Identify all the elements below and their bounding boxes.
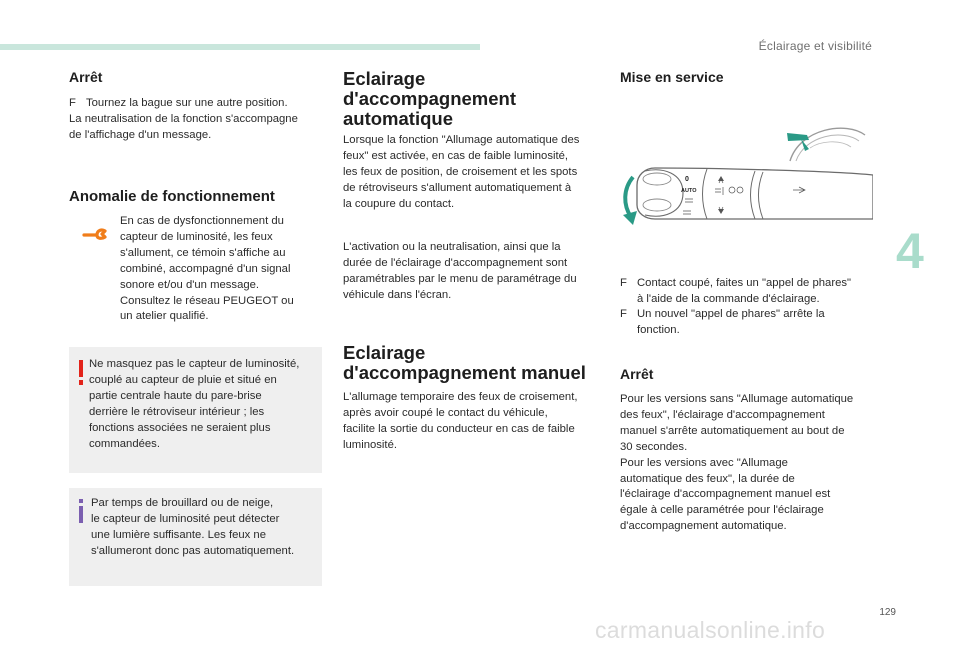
text-line: feux" est activée, en cas de faible luminosité, <box>343 149 569 162</box>
text-line: Un nouvel "appel de phares" arrête la <box>637 308 825 320</box>
anomalie-paragraph <box>120 214 294 325</box>
bullet-marker: F <box>69 97 76 109</box>
bullet-marker: F <box>620 308 627 320</box>
text-line: s'allument, ce témoin s'affiche au <box>120 246 286 259</box>
text-line: Pour les versions avec "Allumage <box>620 456 788 469</box>
text-line: fonction. <box>637 323 680 336</box>
heading-line: Eclairage <box>343 342 426 363</box>
text-line: les feux de position, de croisement et les spots <box>343 165 578 178</box>
top-accent-bar <box>0 44 480 50</box>
heading-line: d'accompagnement manuel <box>343 362 586 383</box>
text-line: sonore et/ou d'un message. <box>120 278 260 291</box>
auto-heading <box>343 69 516 129</box>
text-line: L'allumage temporaire des feux de croisement, <box>343 391 578 403</box>
text-line: la coupure du contact. <box>343 197 455 210</box>
anomalie-heading: Anomalie de fonctionnement <box>69 188 275 205</box>
lighting-stalk-illustration <box>615 113 873 233</box>
text-line: de rétroviseurs s'allument automatiquement à <box>343 181 572 194</box>
text-line: durée de l'éclairage d'accompagnement sont <box>343 256 568 269</box>
text-line: partie centrale haute du pare-brise <box>89 389 262 402</box>
text-line: combiné, accompagné d'un signal <box>120 262 291 275</box>
arret-bullet-text: Tournez la bague sur une autre position. <box>86 97 288 109</box>
text-line: Contact coupé, faites un "appel de phares" <box>637 277 852 289</box>
text-line: des feux", l'éclairage d'accompagnement <box>620 408 825 421</box>
text-line: luminosité. <box>343 438 397 451</box>
heading-line: automatique <box>343 108 453 129</box>
text-line: derrière le rétroviseur intérieur ; les <box>89 405 265 418</box>
text-line: Pour les versions sans "Allumage automatique <box>620 393 854 405</box>
text-line: La neutralisation de la fonction s'accompagne <box>69 113 298 125</box>
bullet-marker: F <box>620 277 627 289</box>
text-line: un atelier qualifié. <box>120 310 209 323</box>
text-line: le capteur de luminosité peut détecter <box>91 512 280 525</box>
manuel-paragraph <box>343 390 578 454</box>
wrench-icon <box>82 226 108 242</box>
text-line: 30 secondes. <box>620 440 688 453</box>
text-line: L'activation ou la neutralisation, ainsi que la <box>343 241 561 253</box>
arret-paragraph <box>69 112 298 144</box>
text-line: Ne masquez pas le capteur de luminosité, <box>89 358 300 370</box>
text-line: couplé au capteur de pluie et situé en <box>89 373 277 386</box>
text-line: Consultez le réseau PEUGEOT ou <box>120 294 294 307</box>
heading-line: Eclairage <box>343 68 426 89</box>
warning-note-text <box>89 357 299 452</box>
text-line: automatique des feux", la durée de <box>620 472 795 485</box>
mise-bullet-1 <box>620 276 880 308</box>
mise-bullet-2 <box>620 307 880 339</box>
text-line: à l'aide de la commande d'éclairage. <box>637 292 820 305</box>
section-title: Éclairage et visibilité <box>758 39 872 53</box>
text-line: manuel s'arrête automatiquement au bout de <box>620 424 845 437</box>
text-line: paramétrables par le menu de paramétrage du <box>343 272 577 285</box>
arret-paragraph-2 <box>620 392 853 535</box>
manuel-heading <box>343 343 586 383</box>
text-line: En cas de dysfonctionnement du <box>120 215 284 227</box>
watermark: carmanualsonline.info <box>595 617 826 643</box>
page-number: 129 <box>879 607 896 618</box>
text-line: véhicule dans l'écran. <box>343 288 452 301</box>
info-icon <box>77 499 85 523</box>
arret-heading-2: Arrêt <box>620 366 654 382</box>
stalk-zero-label: 0 <box>685 176 689 183</box>
info-note <box>69 488 322 586</box>
text-line: une lumière suffisante. Les feux ne <box>91 528 267 541</box>
chapter-number: 4 <box>896 223 924 279</box>
heading-line: d'accompagnement <box>343 88 516 109</box>
text-line: d'accompagnement automatique. <box>620 520 787 533</box>
mise-en-service-heading: Mise en service <box>620 69 724 85</box>
text-line: de l'affichage d'un message. <box>69 128 212 141</box>
flash-arrow-icon <box>787 133 809 141</box>
text-line: Lorsque la fonction "Allumage automatique des <box>343 134 580 146</box>
text-line: Par temps de brouillard ou de neige, <box>91 497 274 509</box>
text-line: commandées. <box>89 437 160 450</box>
text-line: l'éclairage d'accompagnement manuel est <box>620 488 831 501</box>
bullet-text <box>637 276 851 308</box>
text-line: capteur de luminosité, les feux <box>120 230 273 243</box>
text-line: facilite la sortie du conducteur en cas de faible <box>343 422 575 435</box>
text-line: égale à celle paramétrée pour l'éclairage <box>620 504 824 517</box>
arret-heading: Arrêt <box>69 69 103 85</box>
text-line: après avoir coupé le contact du véhicule, <box>343 406 548 419</box>
auto-paragraph-1 <box>343 133 579 213</box>
info-note-text <box>91 496 294 560</box>
text-line: fonctions associées ne seraient plus <box>89 421 271 434</box>
text-line: s'allumeront donc pas automatiquement. <box>91 544 295 557</box>
stalk-auto-label: AUTO <box>681 188 697 194</box>
warning-exclamation-icon <box>77 360 85 386</box>
auto-paragraph-2 <box>343 240 577 304</box>
rotate-arrow-icon <box>623 177 637 225</box>
warning-note <box>69 347 322 473</box>
bullet-text <box>637 307 825 339</box>
